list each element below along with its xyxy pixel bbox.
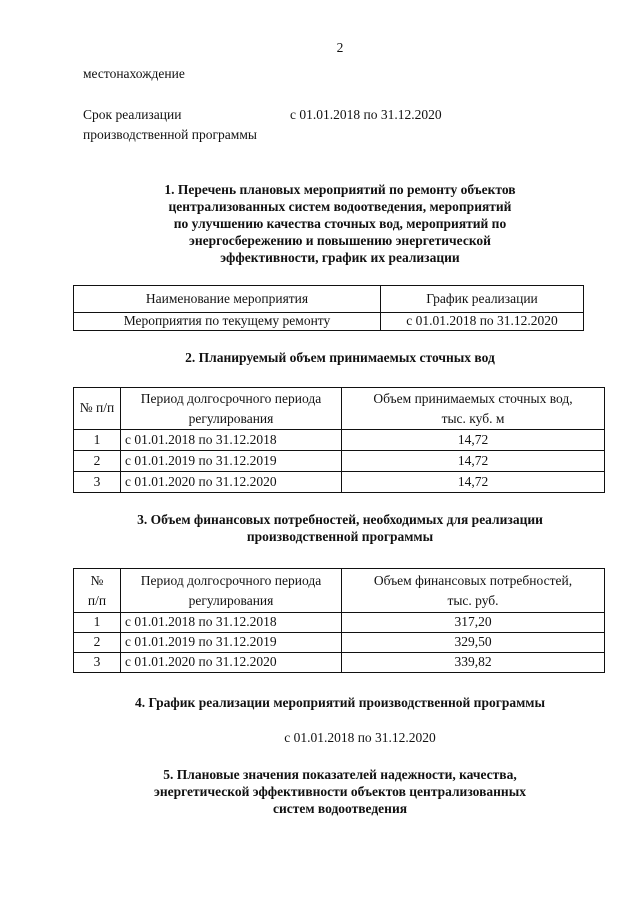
- table-cell: Мероприятия по текущему ремонту: [74, 313, 381, 331]
- section4-period: с 01.01.2018 по 31.12.2020: [284, 730, 436, 745]
- table-cell: 317,20: [342, 613, 605, 633]
- header-cell: № п/п: [74, 388, 121, 430]
- term-label-2: производственной программы: [83, 127, 257, 142]
- section3-table: [73, 568, 605, 673]
- table-row: [74, 653, 605, 673]
- table-row: [74, 633, 605, 653]
- page-number: 2: [336, 40, 344, 55]
- header-cell: [342, 388, 605, 430]
- section1-title-line: по улучшению качества сточных вод, мероприятий по: [173, 215, 507, 231]
- table-cell: 14,72: [342, 451, 605, 472]
- location-label: местонахождение: [83, 66, 185, 81]
- table-cell: с 01.01.2020 по 31.12.2020: [121, 472, 342, 493]
- section1-title-line: эффективности, график их реализации: [220, 249, 460, 265]
- section2-title-line: 2. Планируемый объем принимаемых сточных вод: [185, 350, 495, 365]
- header-line: п/п: [87, 592, 107, 608]
- section3-title-line: производственной программы: [246, 528, 434, 544]
- header-line: Объем принимаемых сточных вод,: [373, 390, 573, 406]
- header-line: регулирования: [188, 592, 274, 608]
- table-cell: 329,50: [342, 633, 605, 653]
- header-cell: Наименование мероприятия: [74, 286, 381, 313]
- table-row: [74, 613, 605, 633]
- section1-title-line: централизованных систем водоотведения, мероприятий: [168, 198, 512, 214]
- header-line: Период долгосрочного периода: [140, 390, 322, 406]
- table-cell: 1: [74, 430, 121, 451]
- table-header-row: [74, 569, 605, 613]
- table-cell: 3: [74, 472, 121, 493]
- header-line: регулирования: [188, 410, 274, 426]
- header-cell: График реализации: [381, 286, 584, 313]
- table-cell: с 01.01.2018 по 31.12.2018: [121, 613, 342, 633]
- table-cell: 2: [74, 633, 121, 653]
- term-label-1: Срок реализации: [83, 107, 182, 122]
- table-cell: с 01.01.2018 по 31.12.2020: [381, 313, 584, 331]
- table-cell: с 01.01.2020 по 31.12.2020: [121, 653, 342, 673]
- header-line: Период долгосрочного периода: [140, 572, 322, 588]
- section4-title-line: 4. График реализации мероприятий производственной программы: [134, 695, 546, 710]
- term-value: с 01.01.2018 по 31.12.2020: [290, 107, 442, 122]
- table-cell: с 01.01.2018 по 31.12.2018: [121, 430, 342, 451]
- section3-title: [0, 512, 640, 546]
- header-cell: [74, 569, 121, 613]
- table-cell: 3: [74, 653, 121, 673]
- section1-title-line: 1. Перечень плановых мероприятий по ремонту объектов: [164, 182, 516, 197]
- section5-title: [0, 767, 640, 818]
- table-cell: с 01.01.2019 по 31.12.2019: [121, 633, 342, 653]
- header-cell: [342, 569, 605, 613]
- section5-title-line: 5. Плановые значения показателей надежности, качества,: [163, 767, 517, 782]
- section2-title: [0, 350, 640, 367]
- table-cell: 14,72: [342, 472, 605, 493]
- section1-table: [73, 285, 584, 331]
- section2-table: [73, 387, 605, 493]
- section1-title: [0, 182, 640, 266]
- header-line: №: [90, 572, 104, 588]
- table-row: [74, 313, 584, 331]
- table-cell: 1: [74, 613, 121, 633]
- header-line: тыс. руб.: [447, 592, 499, 608]
- table-header-row: [74, 286, 584, 313]
- table-cell: с 01.01.2019 по 31.12.2019: [121, 451, 342, 472]
- section3-title-line: 3. Объем финансовых потребностей, необходимых для реализации: [137, 512, 543, 527]
- section5-title-line: систем водоотведения: [272, 800, 408, 816]
- table-cell: 2: [74, 451, 121, 472]
- table-row: [74, 472, 605, 493]
- header-line: Объем финансовых потребностей,: [373, 572, 573, 588]
- table-header-row: [74, 388, 605, 430]
- section5-title-line: энергетической эффективности объектов централизованных: [153, 783, 526, 799]
- table-cell: 339,82: [342, 653, 605, 673]
- section4-title: [0, 695, 640, 712]
- header-cell: [121, 569, 342, 613]
- header-line: тыс. куб. м: [441, 410, 505, 426]
- header-cell: [121, 388, 342, 430]
- section1-title-line: энергосбережению и повышению энергетической: [189, 232, 491, 248]
- table-row: [74, 430, 605, 451]
- table-row: [74, 451, 605, 472]
- table-cell: 14,72: [342, 430, 605, 451]
